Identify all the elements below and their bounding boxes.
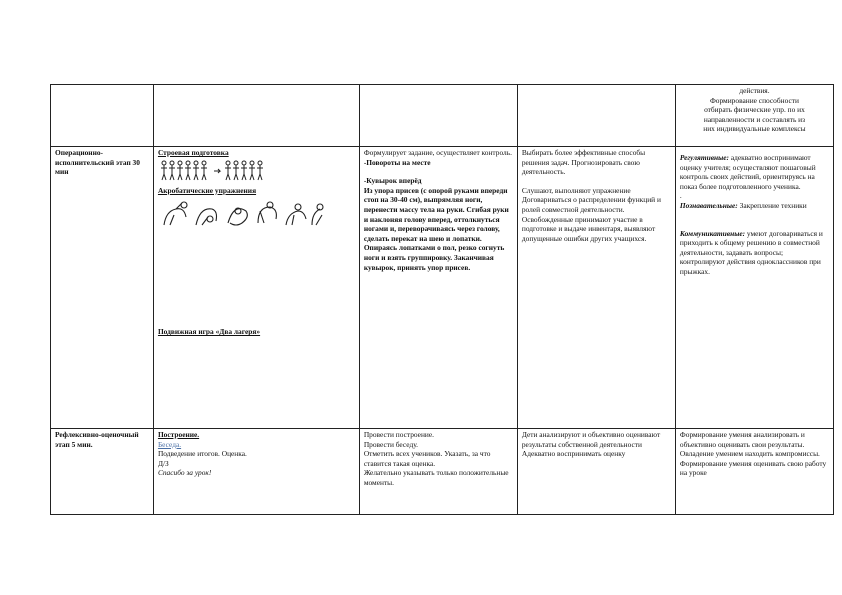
text-line: Провести беседу. (363, 439, 419, 449)
empty-cell (51, 85, 154, 147)
task-text: -Кувырок вперёд (363, 176, 422, 186)
text-line: направленности и составлять из (703, 114, 806, 124)
text-line: Подведение итогов. Оценка. (157, 449, 247, 459)
empty-cell (153, 85, 359, 147)
text-line: них индивидуальные комплексы (703, 124, 806, 134)
text-line: Формирование умения оценивать свою работу на уроке (679, 458, 827, 478)
drill-figures-image (158, 160, 278, 182)
task-text: Формулирует задание, осуществляет контроль. (363, 148, 512, 157)
stage-label: Рефлексивно-оценочный этап 5 мин. (55, 430, 139, 449)
table-row (51, 429, 834, 515)
task-text: Из упора присев (с опорой руками впереди стоп на 30-40 см), выпрямляя ноги, перенести массу тела на руки. Сгибая руки и наклоняя голову вперед, оттолкнуться ногами и, переворачиваясь через голову, сделать перекат на шею и лопатки. Опираясь лопатками о пол, резко согнуть ноги и взять группировку. Заканчивая кувырок, принять упор присев. (363, 185, 509, 272)
student-text: Слушают, выполняют упражнение Договариваться о распределении функций и ролей совместной деятельности. (521, 185, 661, 214)
text-line: действия. (739, 86, 770, 95)
student-text: Освобожденные принимают участие в подготовке и выдаче инвентаря, выявляют допущенные ошибки других учащихся. (521, 214, 656, 243)
communicative-text: умеют договариваться и приходить к общему решению в совместной деятельности, задавать вопросы; контролируют действия одноклассников при прыжках. (679, 228, 823, 276)
stage-label: Операционно-исполнительский этап 30 мин (55, 148, 140, 177)
text-line: Д/З (157, 458, 169, 468)
drill-title: Строевая подготовка (157, 148, 229, 157)
text-line: Адекватно воспринимать оценку (521, 449, 626, 459)
empty-cell (517, 85, 675, 147)
empty-cell (359, 85, 517, 147)
regulative-label: Регулятивные: (679, 153, 729, 162)
text-line: Формирование умения анализировать и объективно оценивать свои результаты. (679, 430, 805, 449)
communicative-label: Коммуникативные: (679, 228, 746, 238)
text-line: Дети анализируют и объективно оценивают результаты собственной деятельности (521, 430, 661, 449)
regulative-text: адекватно воспринимают оценку учителя; осуществляют пошаговый контроль своих действий, ориентируясь на показ более подготовленного ученика. (679, 153, 816, 191)
text-line: Построение. (157, 430, 200, 439)
acro-title: Акробатические упражнения (157, 185, 257, 195)
cognitive-label: Познавательные: (679, 200, 738, 210)
roll-figures-image (158, 197, 328, 231)
teacher-cell (359, 429, 517, 515)
text-line: Желательно указывать только положительные моменты. (363, 468, 509, 487)
cognitive-text: Закрепление техники (737, 200, 807, 210)
stage-cell (51, 429, 154, 515)
text-line: отбирать физические упр. по их (704, 105, 805, 115)
task-text: -Повороты на месте (363, 157, 431, 167)
uud-cell (675, 429, 833, 515)
text-line: Провести построение. (363, 430, 434, 439)
student-cell (517, 147, 675, 429)
content-cell (153, 429, 359, 515)
table-row (51, 147, 834, 429)
text-line: Отметить всех учеников. Указать, за что ставится такая оценка. (363, 449, 491, 468)
table-row (51, 85, 834, 147)
uud-cell (675, 147, 833, 429)
text-line: Формирование способности (709, 95, 799, 105)
uud-cell (675, 85, 833, 147)
text-line: Овладение умением находить компромиссы. (679, 449, 820, 459)
lesson-plan-table (50, 84, 834, 515)
text-line: Спасибо за урок! (157, 468, 212, 478)
dot-text: . (679, 191, 682, 201)
stage-cell (51, 147, 154, 429)
teacher-cell (359, 147, 517, 429)
student-cell (517, 429, 675, 515)
student-text: Выбирать более эффективные способы решения задач. Прогнозировать свою деятельность. (521, 148, 646, 177)
text-line: Беседа. (157, 439, 182, 449)
game-title: Подвижная игра «Два лагеря» (157, 327, 261, 337)
content-cell (153, 147, 359, 429)
